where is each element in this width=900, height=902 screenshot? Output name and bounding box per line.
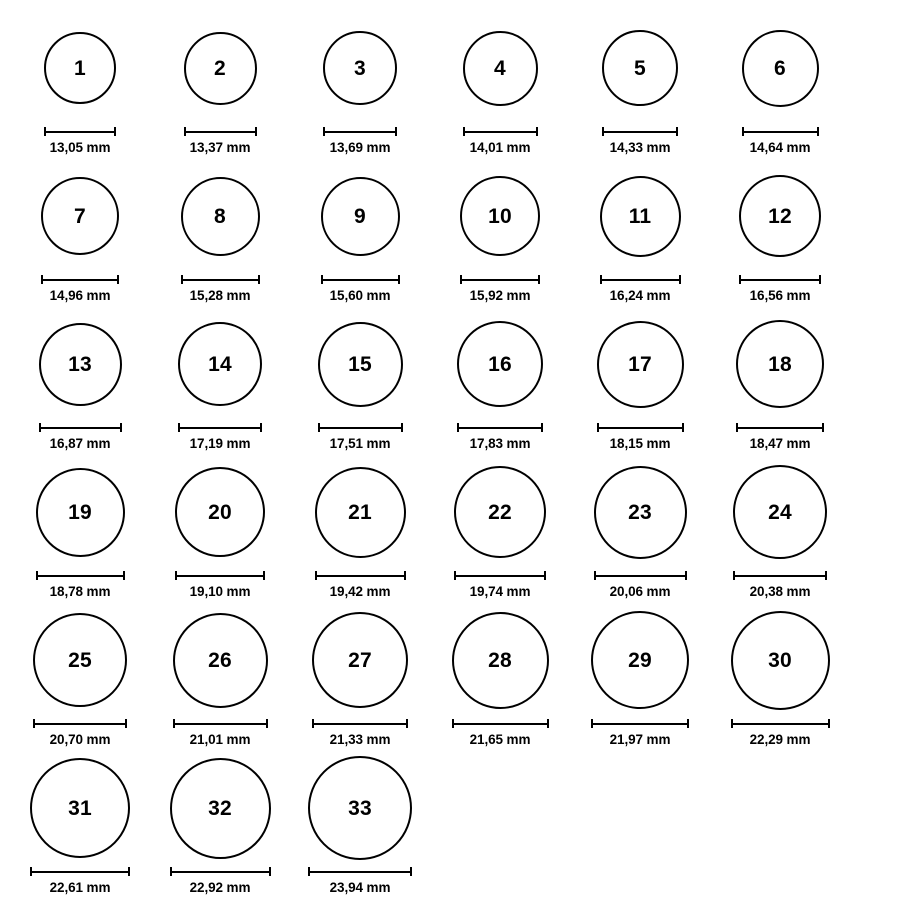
measure-caliper-icon: [170, 865, 271, 877]
ring-circle-icon: [591, 611, 689, 709]
ring-circle-wrapper: [736, 310, 824, 418]
ring-circle-wrapper: [39, 310, 122, 418]
ring-circle-wrapper: [315, 458, 406, 566]
ring-circle-wrapper: [170, 754, 271, 862]
ring-number: 5: [634, 56, 646, 80]
measure-caliper-icon: [736, 421, 824, 433]
ring-size-label: 20,06 mm: [609, 584, 671, 599]
ring-circle-wrapper: [308, 754, 412, 862]
ring-circle-wrapper: [591, 606, 689, 714]
measure-bar: [321, 275, 400, 284]
measure-bar: [36, 571, 125, 580]
ring-size-label: 23,94 mm: [329, 880, 391, 895]
ring-size-label: 22,92 mm: [189, 880, 251, 895]
ring-circle-wrapper: [323, 14, 397, 122]
ring-row: [10, 754, 890, 902]
ring-size-label: 21,33 mm: [329, 732, 391, 747]
measure-caliper-icon: [323, 125, 397, 137]
measure-caliper-icon: [452, 717, 549, 729]
ring-circle-wrapper: [41, 162, 119, 270]
ring-circle-icon: [175, 467, 265, 557]
ring-number: 2: [214, 56, 226, 80]
ring-size-item: [10, 754, 150, 895]
ring-circle-icon: [39, 323, 122, 406]
measure-bar: [323, 127, 397, 136]
ring-circle-icon: [33, 613, 127, 707]
ring-size-label: 22,61 mm: [49, 880, 111, 895]
measure-bar: [736, 423, 824, 432]
ring-number: 9: [354, 204, 366, 228]
measure-bar: [733, 571, 827, 580]
ring-size-item: [570, 310, 710, 451]
ring-size-label: 14,33 mm: [609, 140, 671, 155]
measure-caliper-icon: [184, 125, 257, 137]
ring-circle-wrapper: [312, 606, 408, 714]
ring-circle-wrapper: [178, 310, 262, 418]
ring-circle-wrapper: [44, 14, 116, 122]
ring-circle-icon: [602, 30, 678, 106]
measure-bar: [173, 719, 268, 728]
ring-number: 30: [768, 648, 792, 672]
measure-bar: [39, 423, 122, 432]
measure-caliper-icon: [175, 569, 265, 581]
ring-circle-wrapper: [184, 14, 257, 122]
ring-number: 32: [208, 796, 232, 820]
ring-circle-wrapper: [594, 458, 687, 566]
ring-circle-icon: [178, 322, 262, 406]
ring-size-item: [150, 606, 290, 747]
ring-size-item: [290, 458, 430, 599]
ring-size-item: [290, 754, 430, 895]
ring-size-label: 19,42 mm: [329, 584, 391, 599]
ring-circle-icon: [184, 32, 257, 105]
ring-number: 14: [208, 352, 232, 376]
ring-number: 4: [494, 56, 506, 80]
ring-size-item: [10, 162, 150, 303]
ring-size-label: 21,01 mm: [189, 732, 251, 747]
measure-bar: [33, 719, 127, 728]
ring-circle-wrapper: [457, 310, 543, 418]
ring-circle-icon: [600, 176, 681, 257]
ring-circle-icon: [41, 177, 119, 255]
measure-caliper-icon: [178, 421, 262, 433]
measure-caliper-icon: [39, 421, 122, 433]
ring-circle-icon: [181, 177, 260, 256]
ring-size-label: 19,10 mm: [189, 584, 251, 599]
measure-bar: [178, 423, 262, 432]
ring-circle-wrapper: [30, 754, 130, 862]
ring-circle-wrapper: [33, 606, 127, 714]
measure-caliper-icon: [312, 717, 408, 729]
measure-bar: [308, 867, 412, 876]
ring-circle-icon: [312, 612, 408, 708]
ring-size-label: 13,37 mm: [189, 140, 251, 155]
ring-size-label: 21,65 mm: [469, 732, 531, 747]
measure-caliper-icon: [733, 569, 827, 581]
ring-circle-icon: [739, 175, 821, 257]
ring-size-label: 18,15 mm: [609, 436, 671, 451]
measure-caliper-icon: [308, 865, 412, 877]
ring-size-label: 16,56 mm: [749, 288, 811, 303]
measure-bar: [731, 719, 830, 728]
measure-caliper-icon: [36, 569, 125, 581]
ring-circle-wrapper: [321, 162, 400, 270]
ring-circle-icon: [170, 758, 271, 859]
ring-size-item: [570, 606, 710, 747]
ring-circle-icon: [731, 611, 830, 710]
measure-caliper-icon: [321, 273, 400, 285]
ring-number: 3: [354, 56, 366, 80]
measure-bar: [312, 719, 408, 728]
measure-bar: [44, 127, 116, 136]
ring-circle-icon: [597, 321, 684, 408]
ring-size-label: 13,05 mm: [49, 140, 111, 155]
ring-size-item: [430, 606, 570, 747]
measure-bar: [739, 275, 821, 284]
ring-size-item: [430, 14, 570, 155]
measure-bar: [315, 571, 406, 580]
ring-circle-icon: [315, 467, 406, 558]
ring-number: 27: [348, 648, 372, 672]
measure-caliper-icon: [463, 125, 538, 137]
ring-row: [10, 458, 890, 606]
measure-bar: [594, 571, 687, 580]
ring-size-item: [710, 606, 850, 747]
measure-bar: [318, 423, 403, 432]
ring-circle-icon: [173, 613, 268, 708]
measure-caliper-icon: [30, 865, 130, 877]
ring-circle-wrapper: [742, 14, 819, 122]
measure-caliper-icon: [181, 273, 260, 285]
ring-size-label: 13,69 mm: [329, 140, 391, 155]
measure-bar: [452, 719, 549, 728]
ring-size-label: 14,96 mm: [49, 288, 111, 303]
ring-circle-wrapper: [454, 458, 546, 566]
ring-size-item: [430, 162, 570, 303]
measure-bar: [181, 275, 260, 284]
ring-size-item: [710, 310, 850, 451]
measure-bar: [175, 571, 265, 580]
ring-size-item: [430, 458, 570, 599]
ring-number: 6: [774, 56, 786, 80]
ring-number: 8: [214, 204, 226, 228]
ring-number: 7: [74, 204, 86, 228]
ring-number: 25: [68, 648, 92, 672]
measure-bar: [170, 867, 271, 876]
ring-size-item: [150, 458, 290, 599]
ring-size-item: [710, 162, 850, 303]
measure-bar: [184, 127, 257, 136]
ring-size-label: 14,01 mm: [469, 140, 531, 155]
ring-circle-wrapper: [463, 14, 538, 122]
ring-size-label: 14,64 mm: [749, 140, 811, 155]
ring-size-item: [710, 14, 850, 155]
ring-size-label: 16,24 mm: [609, 288, 671, 303]
measure-bar: [591, 719, 689, 728]
ring-number: 24: [768, 500, 792, 524]
ring-circle-icon: [452, 612, 549, 709]
ring-row: [10, 14, 890, 162]
ring-size-label: 20,38 mm: [749, 584, 811, 599]
ring-number: 13: [68, 352, 92, 376]
ring-circle-icon: [460, 176, 540, 256]
ring-size-label: 15,28 mm: [189, 288, 251, 303]
measure-bar: [30, 867, 130, 876]
ring-size-item: [10, 606, 150, 747]
measure-caliper-icon: [33, 717, 127, 729]
ring-circle-icon: [457, 321, 543, 407]
measure-caliper-icon: [460, 273, 540, 285]
ring-size-item: [150, 310, 290, 451]
ring-circle-icon: [733, 465, 827, 559]
ring-circle-wrapper: [597, 310, 684, 418]
measure-caliper-icon: [594, 569, 687, 581]
ring-number: 12: [768, 204, 792, 228]
ring-size-item: [290, 162, 430, 303]
ring-circle-icon: [463, 31, 538, 106]
ring-circle-wrapper: [731, 606, 830, 714]
ring-number: 17: [628, 352, 652, 376]
ring-circle-wrapper: [460, 162, 540, 270]
ring-size-label: 18,47 mm: [749, 436, 811, 451]
measure-bar: [742, 127, 819, 136]
ring-size-label: 18,78 mm: [49, 584, 111, 599]
ring-size-label: 16,87 mm: [49, 436, 111, 451]
ring-size-label: 20,70 mm: [49, 732, 111, 747]
measure-bar: [600, 275, 681, 284]
ring-circle-wrapper: [175, 458, 265, 566]
ring-size-item: [10, 310, 150, 451]
ring-number: 31: [68, 796, 92, 820]
ring-size-label: 22,29 mm: [749, 732, 811, 747]
measure-caliper-icon: [731, 717, 830, 729]
ring-number: 22: [488, 500, 512, 524]
measure-caliper-icon: [739, 273, 821, 285]
ring-number: 11: [628, 204, 652, 228]
ring-size-item: [150, 162, 290, 303]
ring-size-label: 15,60 mm: [329, 288, 391, 303]
ring-circle-wrapper: [452, 606, 549, 714]
measure-caliper-icon: [41, 273, 119, 285]
ring-size-item: [570, 458, 710, 599]
ring-size-item: [430, 310, 570, 451]
measure-caliper-icon: [742, 125, 819, 137]
ring-number: 16: [488, 352, 512, 376]
ring-circle-icon: [742, 30, 819, 107]
measure-bar: [597, 423, 684, 432]
ring-circle-wrapper: [318, 310, 403, 418]
ring-circle-wrapper: [181, 162, 260, 270]
ring-number: 10: [488, 204, 512, 228]
ring-size-item: [570, 14, 710, 155]
measure-caliper-icon: [173, 717, 268, 729]
ring-circle-wrapper: [733, 458, 827, 566]
ring-row: [10, 310, 890, 458]
ring-size-label: 17,19 mm: [189, 436, 251, 451]
ring-size-item: [10, 458, 150, 599]
measure-bar: [602, 127, 678, 136]
measure-caliper-icon: [457, 421, 543, 433]
ring-size-label: 19,74 mm: [469, 584, 531, 599]
ring-circle-wrapper: [602, 14, 678, 122]
ring-number: 18: [768, 352, 792, 376]
ring-size-item: [710, 458, 850, 599]
measure-caliper-icon: [591, 717, 689, 729]
ring-size-item: [150, 754, 290, 895]
ring-number: 20: [208, 500, 232, 524]
ring-circle-wrapper: [600, 162, 681, 270]
ring-circle-icon: [308, 756, 412, 860]
ring-size-item: [290, 310, 430, 451]
ring-circle-wrapper: [739, 162, 821, 270]
ring-circle-icon: [318, 322, 403, 407]
ring-number: 26: [208, 648, 232, 672]
ring-circle-icon: [594, 466, 687, 559]
measure-caliper-icon: [315, 569, 406, 581]
measure-caliper-icon: [602, 125, 678, 137]
ring-size-label: 17,51 mm: [329, 436, 391, 451]
ring-size-item: [150, 14, 290, 155]
measure-bar: [463, 127, 538, 136]
measure-bar: [460, 275, 540, 284]
ring-circle-icon: [30, 758, 130, 858]
measure-bar: [41, 275, 119, 284]
ring-size-item: [290, 14, 430, 155]
ring-number: 1: [74, 56, 86, 80]
ring-number: 15: [348, 352, 372, 376]
measure-caliper-icon: [454, 569, 546, 581]
ring-number: 19: [68, 500, 92, 524]
measure-caliper-icon: [600, 273, 681, 285]
ring-circle-wrapper: [173, 606, 268, 714]
ring-number: 29: [628, 648, 652, 672]
ring-circle-icon: [736, 320, 824, 408]
ring-circle-wrapper: [36, 458, 125, 566]
measure-bar: [454, 571, 546, 580]
ring-number: 23: [628, 500, 652, 524]
ring-circle-icon: [323, 31, 397, 105]
ring-row: [10, 162, 890, 310]
measure-bar: [457, 423, 543, 432]
ring-size-label: 17,83 mm: [469, 436, 531, 451]
ring-number: 28: [488, 648, 512, 672]
ring-circle-icon: [36, 468, 125, 557]
ring-circle-icon: [44, 32, 116, 104]
ring-size-label: 21,97 mm: [609, 732, 671, 747]
measure-caliper-icon: [44, 125, 116, 137]
ring-size-item: [570, 162, 710, 303]
ring-number: 21: [348, 500, 372, 524]
ring-number: 33: [348, 796, 372, 820]
ring-row: [10, 606, 890, 754]
ring-circle-icon: [321, 177, 400, 256]
measure-caliper-icon: [318, 421, 403, 433]
ring-size-item: [290, 606, 430, 747]
measure-caliper-icon: [597, 421, 684, 433]
ring-size-item: [10, 14, 150, 155]
ring-size-label: 15,92 mm: [469, 288, 531, 303]
ring-circle-icon: [454, 466, 546, 558]
